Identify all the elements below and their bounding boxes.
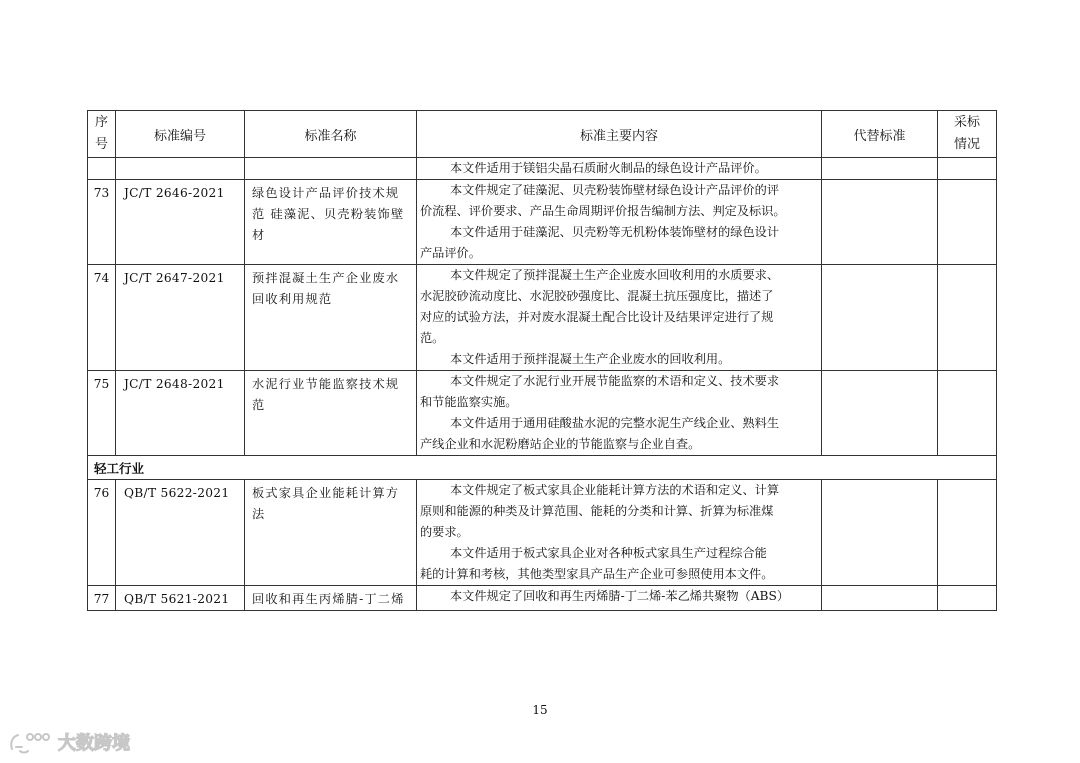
standard-name-line: 水泥行业节能监察技术规 [252,377,400,391]
replaces-cell [822,265,938,371]
standard-name-line: 材 [252,228,266,242]
seq-number: 77 [93,592,110,606]
seq-cell [88,586,116,611]
watermark [8,728,140,756]
seq-cell [88,480,116,586]
header-name: 标准名称 [245,111,417,158]
standard-content-line: 本文件适用于预拌混凝土生产企业废水的回收利用。 [450,352,731,366]
brand-logo-icon [8,729,140,755]
standard-content-line: 水泥胶砂流动度比、水泥胶砂强度比、混凝土抗压强度比，描述了 [420,289,774,303]
standard-content-line: 和节能监察实施。 [420,395,518,409]
standard-content-line: 对应的试验方法，并对废水混凝土配合比设计及结果评定进行了规 [420,310,774,324]
header-seq [88,111,116,158]
header-seq-line2: 号 [94,137,108,152]
continuation-content-cell [417,158,822,180]
sector-heading: 轻工行业 [88,456,997,480]
header-adopt-line1: 采标 [953,115,980,130]
standard-code: JC/T 2648-2021 [124,377,225,391]
standard-content-cell [417,265,822,371]
adopt-cell [938,480,997,586]
seq-number: 75 [93,377,110,391]
adopt-cell [938,180,997,265]
standard-content-line: 的要求。 [420,525,469,539]
sector-row [88,456,997,480]
standard-name-cell [245,180,417,265]
seq-cell [88,371,116,456]
header-code: 标准编号 [116,111,245,158]
table-header-row [88,111,997,158]
standard-code: QB/T 5622-2021 [124,486,230,500]
standard-content-line: 本文件规定了板式家具企业能耗计算方法的术语和定义、计算 [450,483,780,497]
svg-text:大数跨境: 大数跨境 [58,733,130,754]
adopt-cell [938,586,997,611]
replaces-cell [822,480,938,586]
seq-cell [88,265,116,371]
standard-name-cell [245,265,417,371]
table-row [88,265,997,371]
adopt-cell [938,265,997,371]
standard-content-line: 价流程、评价要求、产品生命周期评价报告编制方法、判定及标识。 [420,204,786,218]
standard-name-line: 范 硅藻泥、贝壳粉装饰壁 [252,207,405,221]
standard-content-line: 本文件规定了预拌混凝土生产企业废水回收利用的水质要求、 [450,268,780,282]
standard-content-line: 本文件规定了回收和再生丙烯腈-丁二烯-苯乙烯共聚物（ABS） [450,589,790,603]
standard-name-line: 回收利用规范 [252,292,333,306]
continuation-code-cell [116,158,245,180]
continuation-content-line: 本文件适用于镁铝尖晶石质耐火制品的绿色设计产品评价。 [450,161,767,175]
continuation-row [88,158,997,180]
header-adopt-line2: 情况 [953,137,980,152]
table-row [88,371,997,456]
standard-content-line: 原则和能源的种类及计算范围、能耗的分类和计算、折算为标准煤 [420,504,774,518]
standard-name-cell [245,480,417,586]
standard-content-cell [417,180,822,265]
standard-content-line: 本文件适用于硅藻泥、贝壳粉等无机粉体装饰壁材的绿色设计 [450,225,780,239]
standard-name-line: 预拌混凝土生产企业废水 [252,271,400,285]
standard-name-line: 绿色设计产品评价技术规 [252,186,400,200]
standard-name-line: 回收和再生丙烯腈-丁二烯 [252,592,405,606]
standard-name-cell [245,371,417,456]
seq-number: 76 [93,486,110,500]
header-adopt [938,111,997,158]
adopt-cell [938,371,997,456]
standards-table [87,110,997,611]
standard-content-line: 本文件适用于板式家具企业对各种板式家具生产过程综合能 [450,546,767,560]
standard-content-line: 产品评价。 [420,246,481,260]
seq-cell [88,180,116,265]
standard-name-line: 范 [252,398,266,412]
standard-name-line: 板式家具企业能耗计算方 [252,486,400,500]
standard-code-cell [116,480,245,586]
standard-code-cell [116,586,245,611]
standard-code-cell [116,371,245,456]
continuation-seq-cell [88,158,116,180]
seq-number: 74 [93,271,110,285]
replaces-cell [822,371,938,456]
replaces-cell [822,180,938,265]
standard-content-cell [417,480,822,586]
standard-content-line: 范。 [420,331,445,345]
standard-content-line: 耗的计算和考核，其他类型家具产品生产企业可参照使用本文件。 [420,567,774,581]
standard-content-cell [417,586,822,611]
standard-content-line: 本文件适用于通用硅酸盐水泥的完整水泥生产线企业、熟料生 [450,416,780,430]
standard-content-cell [417,371,822,456]
continuation-name-cell [245,158,417,180]
standard-name-cell [245,586,417,611]
header-replaces: 代替标准 [822,111,938,158]
continuation-replaces-cell [822,158,938,180]
standard-code-cell [116,180,245,265]
replaces-cell [822,586,938,611]
standard-code: JC/T 2646-2021 [124,186,225,200]
standard-content-line: 本文件规定了水泥行业开展节能监察的术语和定义、技术要求 [450,374,780,388]
header-seq-line1: 序 [94,115,108,130]
table-row [88,586,997,611]
standard-code-cell [116,265,245,371]
seq-number: 73 [93,186,110,200]
standard-code: QB/T 5621-2021 [124,592,230,606]
table-row [88,180,997,265]
continuation-adopt-cell [938,158,997,180]
standard-code: JC/T 2647-2021 [124,271,225,285]
standard-content-line: 产线企业和水泥粉磨站企业的节能监察与企业自查。 [420,437,701,451]
table-row [88,480,997,586]
standard-content-line: 本文件规定了硅藻泥、贝壳粉装饰壁材绿色设计产品评价的评 [450,183,780,197]
page-number: 15 [532,703,548,717]
header-content: 标准主要内容 [417,111,822,158]
standard-name-line: 法 [252,507,266,521]
